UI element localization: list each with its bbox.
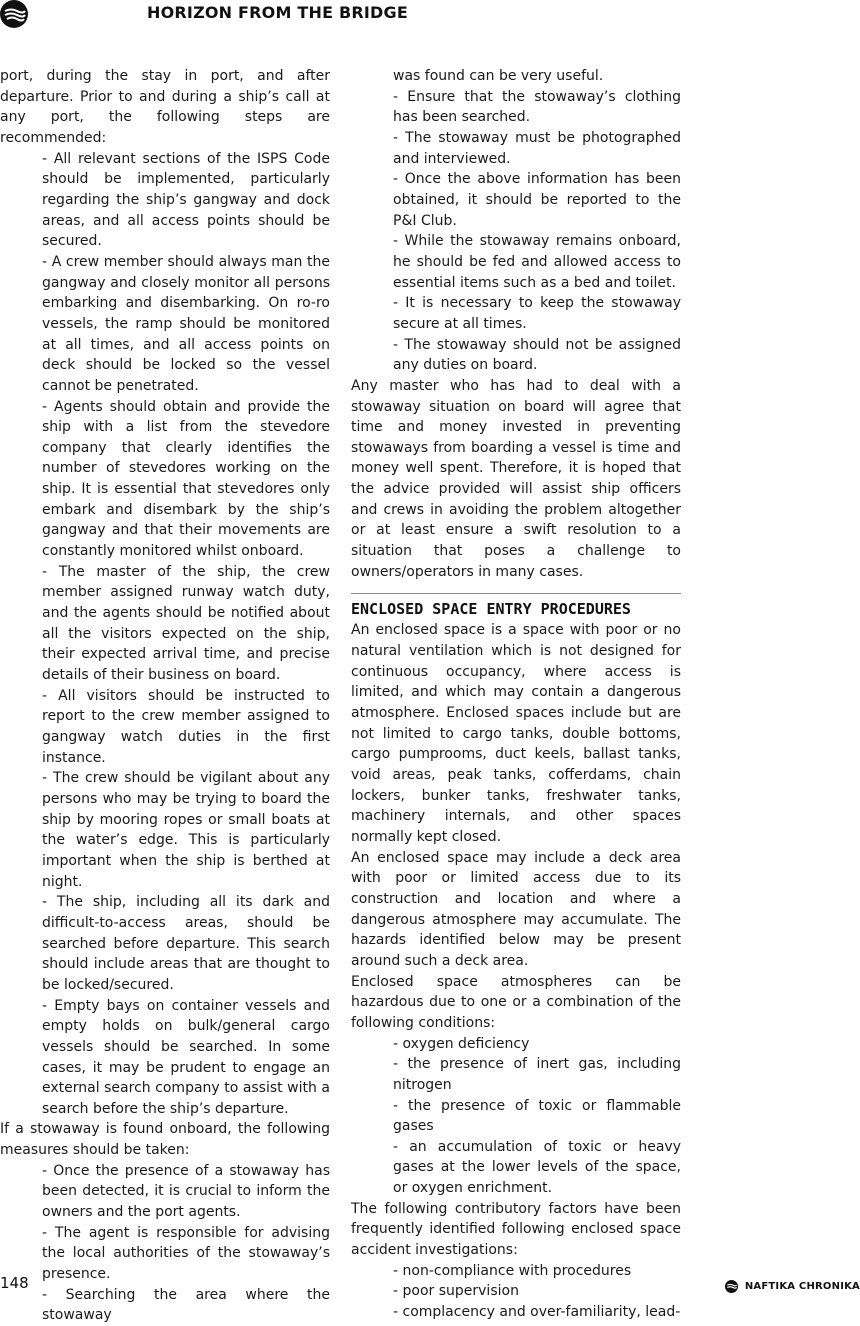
list-item: - The ship, including all its dark and difficult-to-access areas, should be searched before departure. This search should include areas that are thought to be locked/secured. (42, 894, 330, 993)
conclusion-paragraph: Any master who has had to deal with a stowaway situation on board will agree that time and money invested in preventing stowaways from boarding a vessel is time and money well spent. Therefore, it is hoped that the advice provided will assist ship officers and crews in avoiding the problem altogether or at least ensure a swift resolution to a situation that poses a challenge to owners/operators in many cases. (351, 377, 681, 580)
body-paragraph: An enclosed space is a space with poor or no natural ventilation which is not designed for continuous occupancy, where access is limited, and which may contain a dangerous atmosphere. Enclosed spaces include but are not limited to cargo tanks, double bottoms, cargo pumprooms, duct keels, ballast tanks, void areas, peak tanks, cofferdams, chain lockers, bunker tanks, freshwater tanks, machinery internals, and other spaces normally kept closed. (351, 622, 681, 845)
list-item: - oxygen deficiency (393, 1035, 530, 1052)
list-item: - Once the presence of a stowaway has been detected, it is crucial to inform the owners and the port agents. (42, 1162, 330, 1221)
body-paragraph: Enclosed space atmospheres can be hazardous due to one or a combination of the following conditions: (351, 973, 681, 1031)
body-paragraph: The following contributory factors have been frequently identified following enclosed space accident investigations: (351, 1200, 681, 1259)
body-paragraph: An enclosed space may include a deck area with poor or limited access due to its construction and location and where a dangerous atmosphere may accumulate. The hazards identified below may be present around such a deck area. (351, 849, 681, 969)
list-item: - All visitors should be instructed to report to the crew member assigned to gangway watch duties in the first instance. (42, 687, 330, 766)
page-number: 148 (0, 1274, 29, 1292)
section-heading: ENCLOSED SPACE ENTRY PROCEDURES (351, 600, 631, 619)
list-item: - A crew member should always man the gangway and closely monitor all persons embarking and disembarking. On ro-ro vessels, the ramp should be monitored at all times, and all access points on deck should be locked so the vessel cannot be penetrated. (42, 253, 330, 394)
wave-circle-icon (0, 0, 28, 28)
list-item: - Empty bays on container vessels and empty holds on bulk/general cargo vessels should be searched. In some cases, it may be prudent to engage an external search company to assist with a search before the ship’s departure. (42, 997, 330, 1117)
page-header (0, 0, 860, 30)
list-item: - Ensure that the stowaway’s clothing has been searched. (393, 88, 681, 126)
list-item: - the presence of toxic or flammable gases (393, 1097, 681, 1135)
list-item: - Once the above information has been obtained, it should be reported to the P&I Club. (393, 171, 681, 229)
stowaway-found-paragraph: If a stowaway is found onboard, the following measures should be taken: (0, 1121, 330, 1159)
list-item: - The crew should be vigilant about any persons who may be trying to board the ship by mooring ropes or small boats at the water’s edge. This is particularly important when the ship is berthed at night. (42, 770, 330, 890)
list-item: - The master of the ship, the crew member assigned runway watch duty, and the agents should be notified about all the visitors expected on the ship, their expected arrival time, and precise details of their business on board. (42, 563, 330, 684)
list-item: - Agents should obtain and provide the ship with a list from the stevedore company that clearly identifies the number of stevedores working on the ship. It is essential that stevedores only embark and disembark by the ship’s gangway and that their movements are constantly monitored whilst onboard. (42, 398, 330, 560)
list-item: - non-compliance with procedures (393, 1262, 632, 1279)
list-item: - While the stowaway remains onboard, he should be fed and allowed access to essential items such as a bed and toilet. (393, 233, 681, 291)
list-item: - The stowaway should not be assigned any duties on board. (393, 336, 681, 374)
left-column (0, 66, 330, 1326)
section-divider (351, 593, 681, 594)
magazine-section-title: HORIZON FROM THE BRIDGE (147, 3, 408, 22)
list-item: - Searching the area where the stowaway (42, 1286, 330, 1324)
list-item: - The stowaway must be photographed and interviewed. (393, 129, 681, 167)
right-column (351, 66, 681, 1323)
list-item: - complacency and over-familiarity, lead- (393, 1304, 681, 1321)
list-item: was found can be very useful. (393, 68, 604, 84)
intro-paragraph: port, during the stay in port, and after departure. Prior to and during a ship’s call at any port, the following steps are recommended: (0, 68, 330, 146)
list-item: - an accumulation of toxic or heavy gases at the lower levels of the space, or oxygen enrichment. (393, 1138, 681, 1197)
list-item: - It is necessary to keep the stowaway secure at all times. (393, 295, 681, 332)
brand-name: NAFTIKA CHRONIKA (744, 1281, 860, 1292)
list-item: - The agent is responsible for advising the local authorities of the stowaway’s presence. (42, 1224, 330, 1283)
list-item: - the presence of inert gas, including nitrogen (393, 1056, 681, 1093)
list-item: - poor supervision (393, 1283, 519, 1300)
wave-circle-icon (725, 1280, 738, 1293)
list-item: - All relevant sections of the ISPS Code should be implemented, particularly regarding the ship’s gangway and dock areas, and all access points should be secured. (42, 150, 330, 250)
footer-brand (725, 1276, 860, 1290)
